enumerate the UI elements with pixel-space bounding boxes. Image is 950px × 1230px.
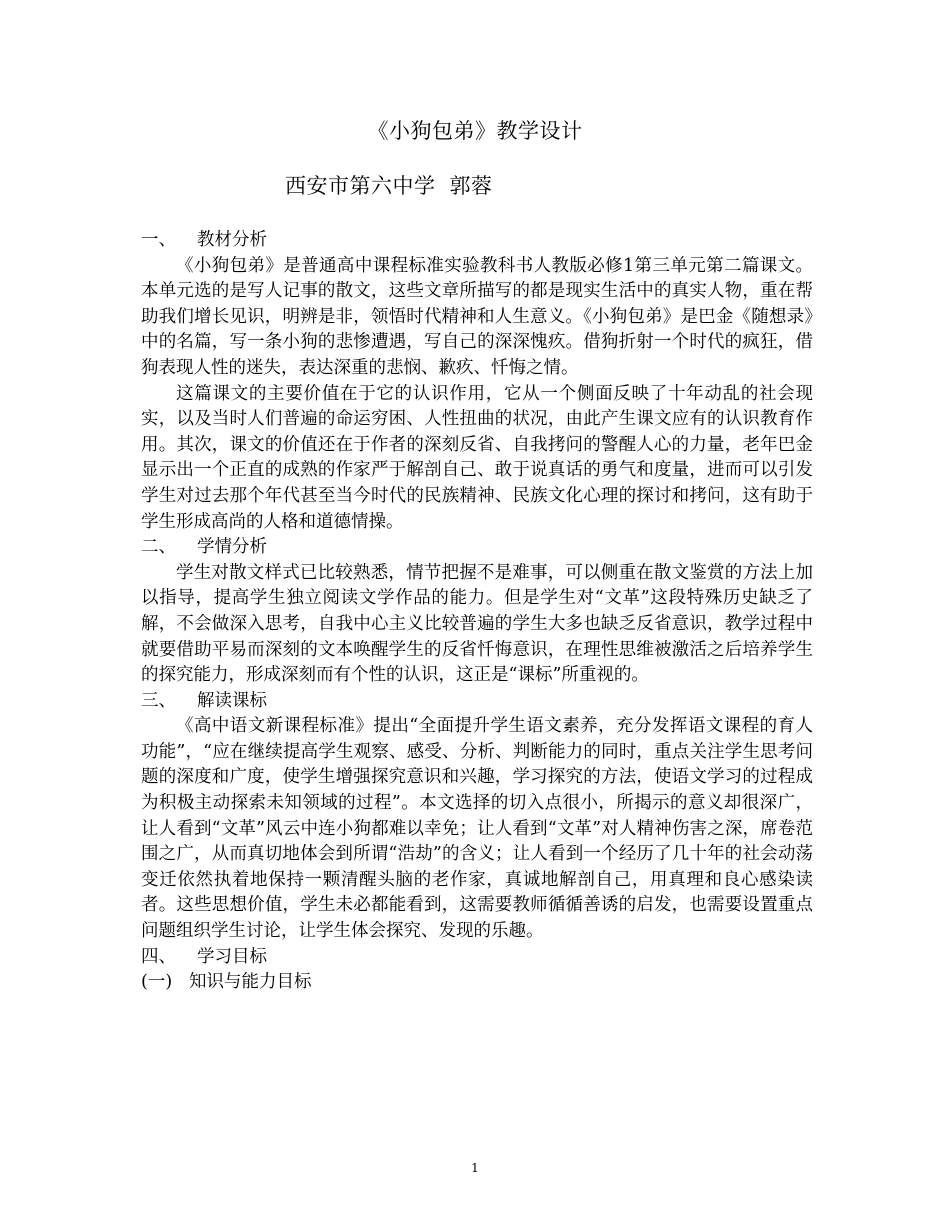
paragraph: 这篇课文的主要价值在于它的认识作用，它从一个侧面反映了十年动乱的社会现实，以及当时人们普遍的命运穷困、人性扭曲的状况，由此产生课文应有的认识教育作用。其次，课文的价值还在于作者的深刻反省、自我拷问的警醒人心的力量，老年巴金显示出一个正直的成熟的作家严于解剖自己、敢于说真话的勇气和度量，进而可以引发学生对过去那个年代甚至当今时代的民族精神、民族文化心理的探讨和拷问，这有助于学生形成高尚的人格和道德情操。 (141, 383, 813, 532)
page-number: 1 (471, 1161, 479, 1175)
section-title: 解读课标 (197, 690, 267, 711)
section-title: 学情分析 (197, 537, 267, 558)
section-number: 二、 (141, 537, 176, 558)
paragraph: 学生对散文样式已比较熟悉，情节把握不是难事，可以侧重在散文鉴赏的方法上加以指导，提高学生独立阅读文学作品的能力。但是学生对“文革”这段特殊历史缺乏了解，不会做深入思考，自我中心主义比较普遍的学生大多也缺乏反省意识，教学过程中就要借助平易而深刻的文本唤醒学生的反省忏悔意识，在理性思维被激活之后培养学生的探究能力，形成深刻而有个性的认识，这正是“课标”所重视的。 (141, 562, 813, 686)
section-heading-standards (141, 689, 813, 715)
author-name: 郭蓉 (449, 174, 493, 198)
sub-heading-title: 知识与能力目标 (189, 972, 312, 993)
document-title: 《小狗包弟》教学设计 (367, 119, 583, 143)
sub-heading-number: (一) (141, 972, 173, 993)
section-title: 学习目标 (197, 946, 267, 967)
document-body (141, 228, 813, 996)
sub-heading-knowledge-ability (141, 970, 813, 996)
section-heading-learners (141, 535, 813, 561)
section-heading-objectives (141, 945, 813, 971)
section-number: 一、 (141, 230, 176, 250)
section-title: 教材分析 (197, 230, 267, 250)
author-line (285, 172, 493, 200)
paragraph: 《高中语文新课程标准》提出“全面提升学生语文素养，充分发挥语文课程的育人功能”，“应在继续提高学生观察、感受、分析、判断能力的同时，重点关注学生思考问题的深度和广度，使学生增强探究意识和兴趣，学习探究的方法，使语文学习的过程成为积极主动探索未知领域的过程”。本文选择的切入点很小，所揭示的意义却很深广，让人看到“文革”风云中连小狗都难以幸免；让人看到“文革”对人精神伤害之深，席卷范围之广，从而真切地体会到所谓“浩劫”的含义；让人看到一个经历了几十年的社会动荡变迁依然执着地保持一颗清醒头脑的老作家，真诚地解剖自己，用真理和良心感染读者。这些思想价值，学生未必都能看到，这需要教师循循善诱的启发，也需要设置重点问题组织学生讨论，让学生体会探究、发现的乐趣。 (141, 716, 813, 942)
section-number: 四、 (141, 946, 176, 967)
author-school: 西安市第六中学 (285, 174, 436, 198)
section-number: 三、 (141, 690, 176, 711)
section-heading-materials (141, 228, 813, 254)
paragraph: 《小狗包弟》是普通高中课程标准实验教科书人教版必修1第三单元第二篇课文。本单元选的是写人记事的散文，这些文章所描写的都是现实生活中的真实人物，重在帮助我们增长见识，明辨是非，领悟时代精神和人生意义。《小狗包弟》是巴金《随想录》中的名篇，写一条小狗的悲惨遭遇，写自己的深深愧疚。借狗折射一个时代的疯狂，借狗表现人性的迷失，表达深重的悲悯、歉疚、忏悔之情。 (141, 255, 813, 378)
